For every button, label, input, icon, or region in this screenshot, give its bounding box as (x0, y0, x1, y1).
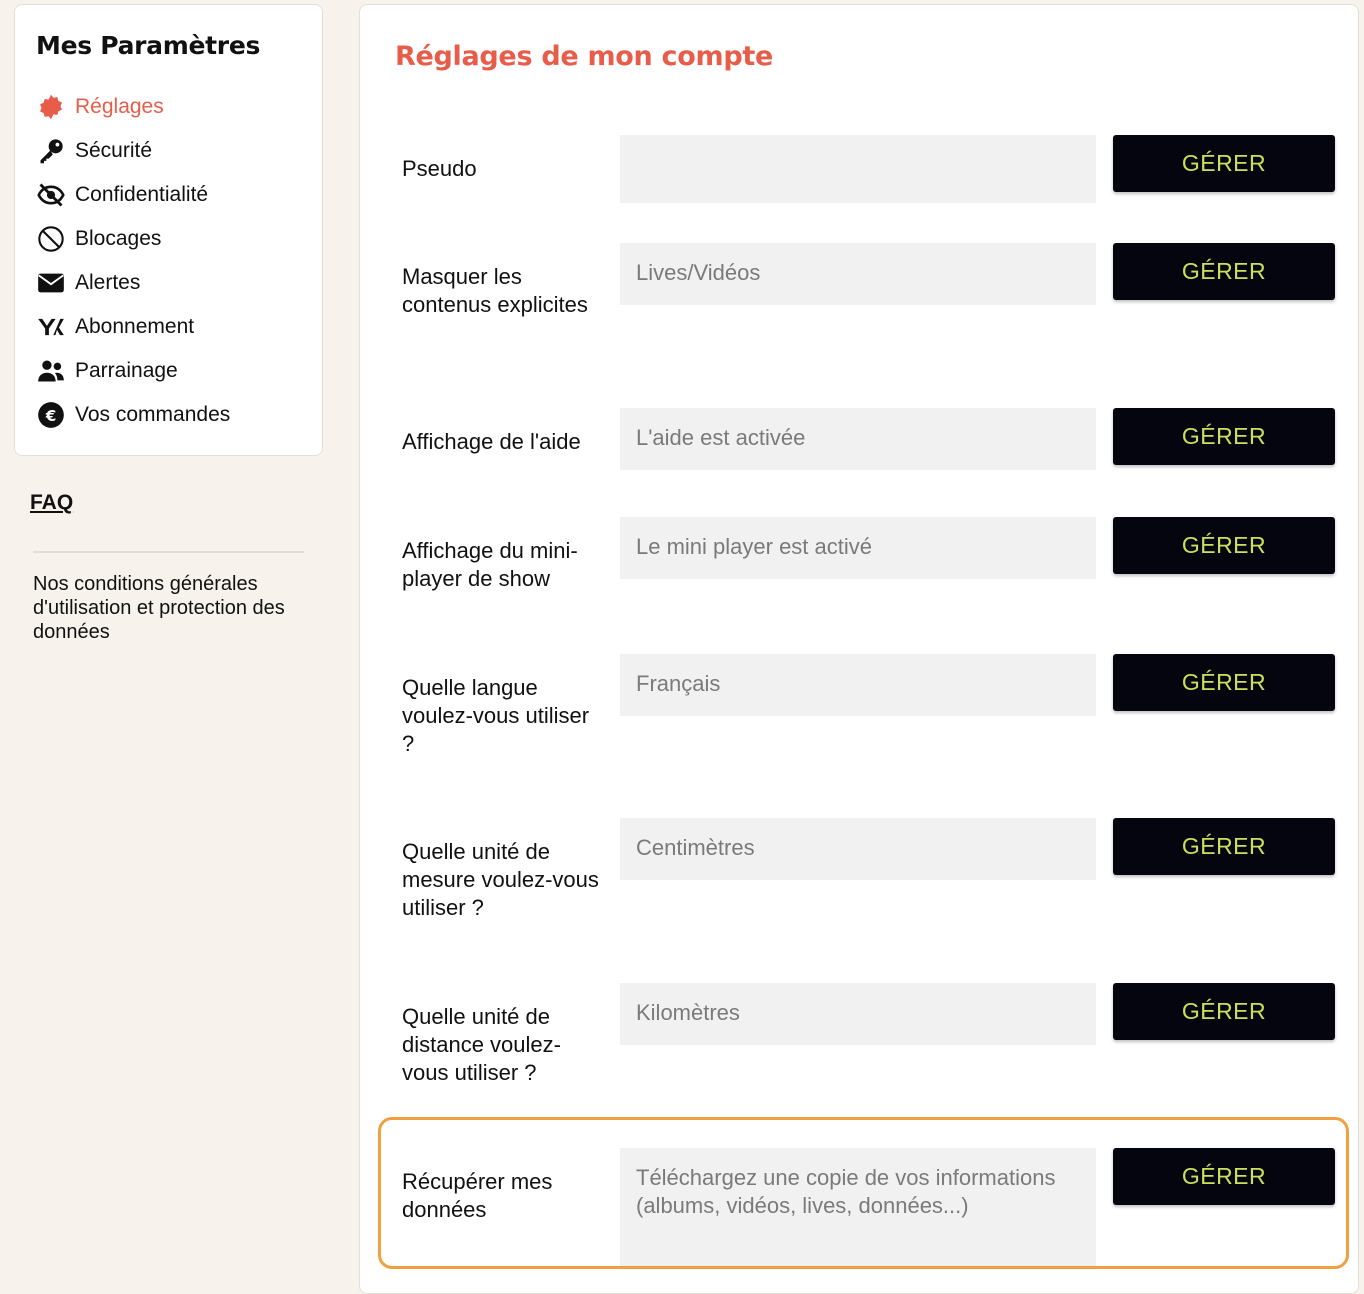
setting-label: Quelle langue voulez-vous utiliser ? (402, 675, 590, 756)
manage-data-export-button[interactable]: GÉRER (1113, 1148, 1335, 1205)
mini-player-field: Le mini player est activé (620, 517, 1096, 579)
sidebar-item-label: Sécurité (75, 139, 153, 162)
faq-link[interactable]: FAQ (30, 491, 74, 514)
manage-measure-unit-button[interactable]: GÉRER (1113, 818, 1335, 875)
distance-unit-field: Kilomètres (620, 983, 1096, 1045)
settings-nav (37, 85, 230, 437)
manage-mini-player-button[interactable]: GÉRER (1113, 517, 1335, 574)
sidebar-item-label: Abonnement (75, 315, 195, 338)
brand-logo-icon (37, 312, 67, 342)
envelope-icon (37, 268, 67, 298)
measure-unit-field: Centimètres (620, 818, 1096, 880)
key-icon (37, 136, 67, 166)
setting-label: Pseudo (402, 156, 477, 181)
sidebar-title: Mes Paramètres (36, 31, 261, 60)
ban-icon (37, 224, 67, 254)
euro-icon (37, 400, 67, 430)
sidebar-item-alertes[interactable] (37, 261, 230, 305)
setting-label: Affichage de l'aide (402, 429, 581, 454)
help-display-field: L'aide est activée (620, 408, 1096, 470)
manage-language-button[interactable]: GÉRER (1113, 654, 1335, 711)
setting-label: Masquer les contenus explicites (402, 264, 588, 317)
gear-icon (37, 92, 67, 122)
sidebar-item-label: Alertes (75, 271, 141, 294)
pseudo-field (620, 135, 1096, 203)
manage-pseudo-button[interactable]: GÉRER (1113, 135, 1335, 192)
sidebar-item-blocages[interactable] (37, 217, 230, 261)
manage-explicit-content-button[interactable]: GÉRER (1113, 243, 1335, 300)
page-title: Réglages de mon compte (395, 41, 773, 72)
setting-label: Quelle unité de distance voulez-vous utiliser ? (402, 1004, 561, 1085)
sidebar-divider (33, 551, 304, 553)
users-icon (37, 356, 67, 386)
sidebar-item-confidentialite[interactable] (37, 173, 230, 217)
data-export-field: Téléchargez une copie de vos informations (albums, vidéos, lives, données...) (620, 1148, 1096, 1266)
manage-distance-unit-button[interactable]: GÉRER (1113, 983, 1335, 1040)
sidebar-item-label: Réglages (75, 95, 164, 118)
language-field: Français (620, 654, 1096, 716)
explicit-content-field: Lives/Vidéos (620, 243, 1096, 305)
sidebar-item-label: Vos commandes (75, 403, 231, 426)
svg-text:€: € (45, 406, 57, 425)
sidebar-item-parrainage[interactable] (37, 349, 230, 393)
sidebar-item-label: Confidentialité (75, 183, 209, 206)
sidebar-item-label: Blocages (75, 227, 162, 250)
sidebar-item-reglages[interactable] (37, 85, 230, 129)
sidebar-item-label: Parrainage (75, 359, 178, 382)
eye-slash-icon (37, 180, 67, 210)
setting-label: Récupérer mes données (402, 1169, 553, 1222)
setting-label: Quelle unité de mesure voulez-vous utiliser ? (402, 839, 599, 920)
sidebar-item-securite[interactable] (37, 129, 230, 173)
setting-label: Affichage du mini-player de show (402, 538, 578, 591)
terms-link[interactable]: Nos conditions générales d'utilisation et protection des données (33, 573, 285, 643)
settings-sidebar (14, 4, 323, 456)
sidebar-item-abonnement[interactable] (37, 305, 230, 349)
sidebar-item-vos-commandes[interactable] (37, 393, 230, 437)
account-settings-panel (359, 4, 1359, 1294)
manage-help-display-button[interactable]: GÉRER (1113, 408, 1335, 465)
